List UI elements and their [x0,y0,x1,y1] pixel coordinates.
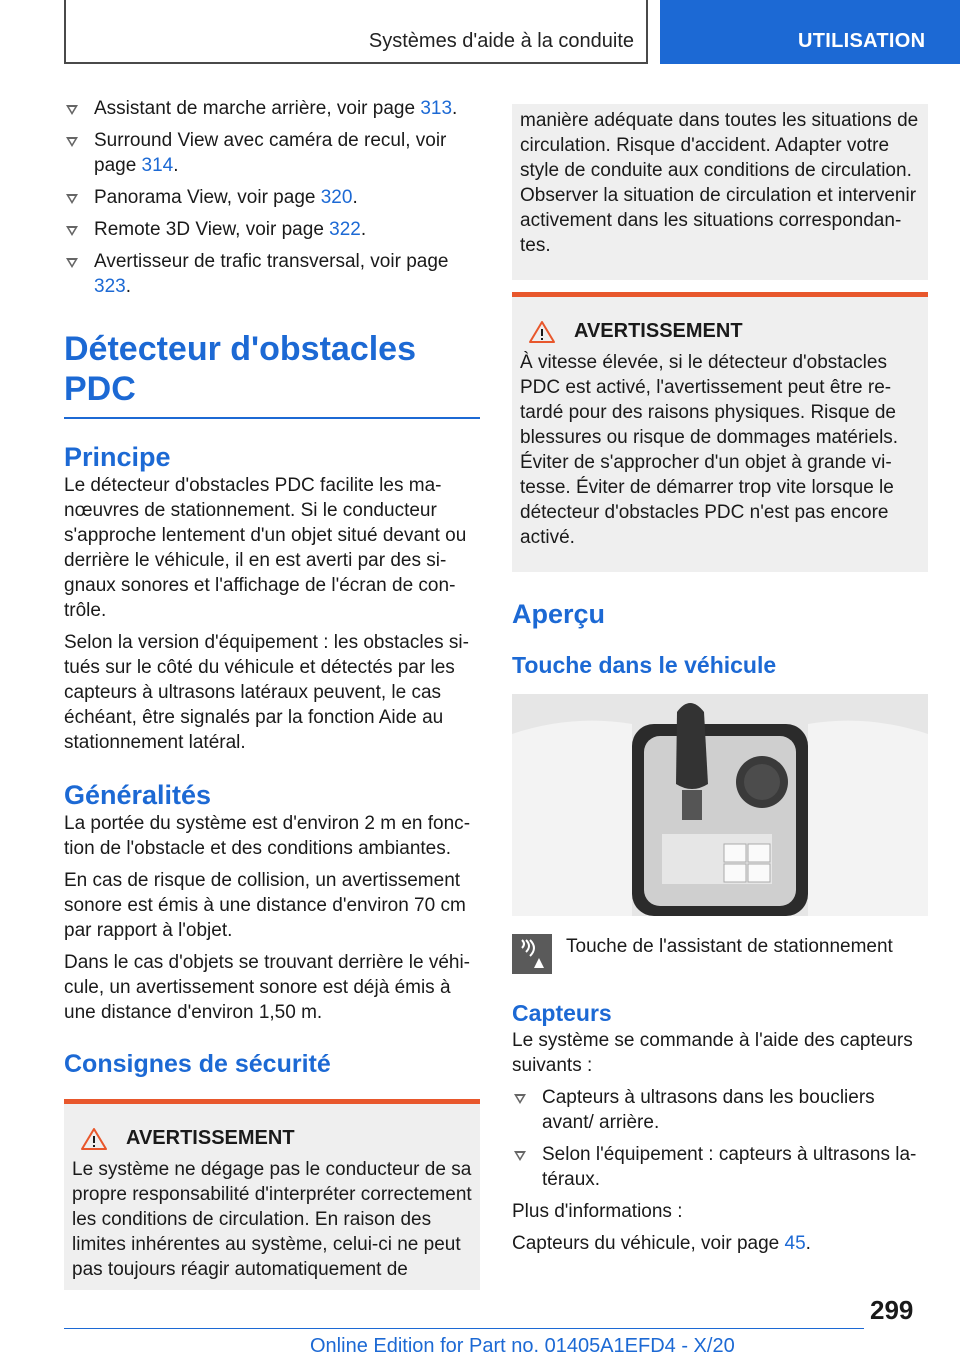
triangle-bullet-icon [514,1094,526,1104]
list-item: Surround View avec caméra de recul, voir page 314. [64,128,480,178]
triangle-bullet-icon [66,226,78,236]
paragraph: Le système se commande à l'aide des capteurs suivants : [512,1030,913,1076]
subsection-heading-capteurs: Capteurs [512,1000,612,1026]
list-item: Selon l'équipement : capteurs à ultrasons latéraux. [512,1142,928,1192]
page-link[interactable]: 322 [329,219,361,240]
section-heading-principe: Principe [64,442,171,472]
page-number: 299 [870,1295,914,1325]
paragraph: Dans le cas d'objets se trouvant derrière le véhicule, un avertissement sonore est déjà émis à une distance d'environ 1,50 m. [64,952,470,1023]
page-link[interactable]: 45 [784,1233,806,1254]
paragraph: Capteurs du véhicule, voir page 45. [512,1233,811,1254]
page-link[interactable]: 323 [94,276,126,297]
section-title: Systèmes d'aide à la conduite [64,0,648,64]
left-column [64,96,480,1290]
warning-box [512,292,928,572]
triangle-bullet-icon [66,258,78,268]
list-item: Panorama View, voir page 320. [64,185,480,210]
chapter-title: Détecteur d'obstacles PDC [64,329,480,419]
warning-box-continued [512,104,928,280]
footer-divider [64,1328,864,1329]
paragraph: Le détecteur d'obstacles PDC facilite les manœuvres de stationnement. Si le conducteur s'approche lentement d'un objet situé devant ou derrière le véhicule, il en est averti par des signaux sonores et l'affichage de l'écran de contrôle. [64,475,467,621]
warning-triangle-icon [80,1127,108,1151]
warning-text: manière adéquate dans toutes les situations de circulation. Risque d'accident. Adapter votre style de conduite aux conditions de circulation. Observer la situation de circulation et intervenir activement dans les situations correspondantes. [520,110,919,256]
page-link[interactable]: 314 [141,155,174,176]
triangle-bullet-icon [66,137,78,147]
list-item: Capteurs à ultrasons dans les boucliers avant/ arrière. [512,1085,928,1135]
warning-title: AVERTISSEMENT [126,1127,295,1149]
triangle-bullet-icon [66,194,78,204]
list-item: Assistant de marche arrière, voir page 313. [64,96,480,121]
paragraph: En cas de risque de collision, un avertissement sonore est émis à une distance d'environ 70 cm par rapport à l'objet. [64,870,466,941]
list-item: Avertisseur de trafic transversal, voir page 323. [64,249,480,299]
warning-triangle-icon [528,320,556,344]
section-heading-apercu: Aperçu [512,599,606,629]
section-heading-consignes: Consignes de sécurité [64,1050,331,1078]
center-console-photo [512,694,928,916]
warning-title: AVERTISSEMENT [574,320,743,342]
subsection-heading-touche: Touche dans le véhicule [512,652,777,678]
page-header [0,0,960,66]
edition-footer: Online Edition for Part no. 01405A1EFD4 - X/20 [310,1335,735,1357]
section-heading-generalites: Généralités [64,780,212,810]
paragraph: La portée du système est d'environ 2 m en fonction de l'obstacle et des conditions ambiantes. [64,813,471,859]
park-assist-button-icon [512,934,552,974]
triangle-bullet-icon [66,105,78,115]
photo-caption: Touche de l'assistant de stationnement [512,934,928,974]
list-item: Remote 3D View, voir page 322. [64,217,480,242]
warning-box [64,1099,480,1290]
paragraph: Selon la version d'équipement : les obstacles situés sur le côté du véhicule et détectés par les capteurs à ultrasons latéraux peuvent, le cas échéant, être signalés par la fonction Aide au stationnement latéral. [64,632,469,753]
warning-text: À vitesse élevée, si le détecteur d'obstacles PDC est activé, l'avertissement peut être retardé pour des raisons physiques. Risque de blessures ou risque de dommages matériels. Éviter de s'approcher d'un objet à grande vitesse. Éviter de démarrer trop vite lorsque le détecteur d'obstacles PDC n'est pas encore activé. [520,352,899,548]
console-illustration-icon [512,694,928,916]
warning-text: Le système ne dégage pas le conducteur de sa propre responsabilité d'interpréter correctement les conditions de circulation. En raison des limites inhérentes au système, celui-ci ne peut pas toujours réagir automatiquement de [72,1159,472,1280]
see-also-list [64,96,480,299]
page-link[interactable]: 313 [420,98,453,119]
page-link[interactable]: 320 [320,187,353,208]
chapter-tab[interactable]: UTILISATION [660,0,960,64]
right-column [512,104,928,1263]
triangle-bullet-icon [514,1151,526,1161]
paragraph: Plus d'informations : [512,1201,683,1222]
sensor-list [512,1085,928,1192]
